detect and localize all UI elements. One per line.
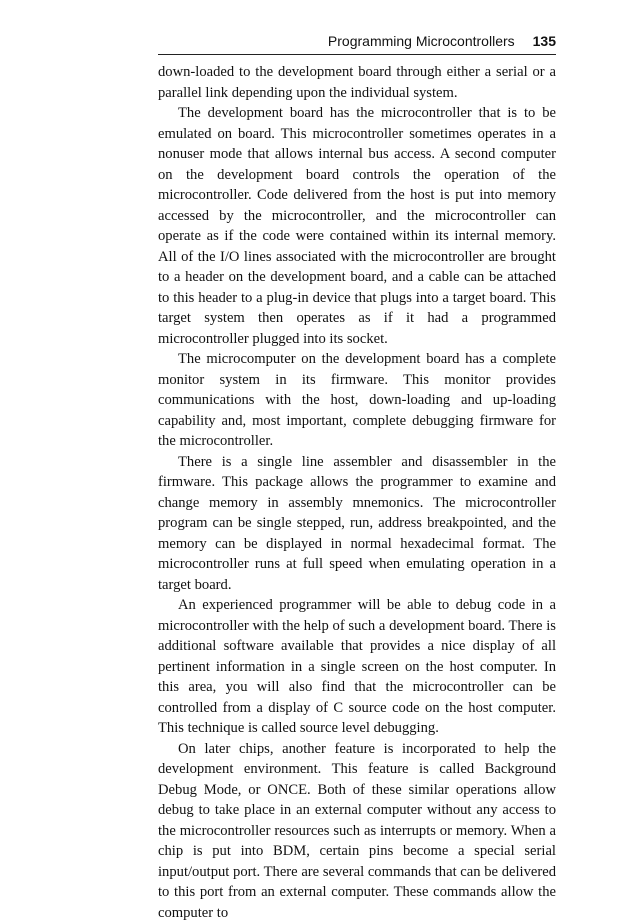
paragraph-assembler: There is a single line assembler and disassembler in the firmware. This package allows the programmer to examine and change memory in assembly mnemonics. The microcontroller program can be single stepped, run, address breakpointed, and the memory can be displayed in normal hexadecimal format. The microcontroller runs at full speed when emulating operation in a target board. [158, 452, 556, 596]
page-number: 135 [533, 33, 556, 49]
header-rule [158, 54, 556, 55]
running-head [158, 33, 556, 53]
paragraph-continued: down-loaded to the development board through either a serial or a parallel link depending upon the individual system. [158, 62, 556, 103]
paragraph-background-debug: On later chips, another feature is incorporated to help the development environment. This feature is called Background Debug Mode, or ONCE. Both of these similar operations allow debug to take place in an external computer without any access to the microcontroller resources such as interrupts or memory. When a chip is put into BDM, certain pins become a special serial input/output port. There are several commands that can be delivered to this port from an external computer. These commands allow the computer to [158, 739, 556, 923]
running-title: Programming Microcontrollers [328, 33, 515, 49]
paragraph-development-board: The development board has the microcontroller that is to be emulated on board. This microcontroller sometimes operates in a nonuser mode that allows internal bus access. A second computer on the development board controls the operation of the microcontroller. Code delivered from the host is put into memory accessed by the microcontroller, and the microcontroller can operate as if the code were contained within its internal memory. All of the I/O lines associated with the microcontroller are brought to a header on the development board, and a cable can be attached to this header to a plug-in device that plugs into a target board. This target system then operates as if it had a programmed microcontroller plugged into its socket. [158, 103, 556, 349]
paragraph-experienced-programmer: An experienced programmer will be able to debug code in a microcontroller with the help of such a development board. There is additional software available that provides a nice display of all pertinent information in a single screen on the host computer. In this area, you will also find that the microcontroller can be controlled from a display of C source code on the host computer. This technique is called source level debugging. [158, 595, 556, 739]
paragraph-monitor-system: The microcomputer on the development board has a complete monitor system in its firmware. This monitor provides communications with the host, down-loading and up-loading capability and, most important, complete debugging firmware for the microcontroller. [158, 349, 556, 452]
body-text [158, 62, 556, 923]
